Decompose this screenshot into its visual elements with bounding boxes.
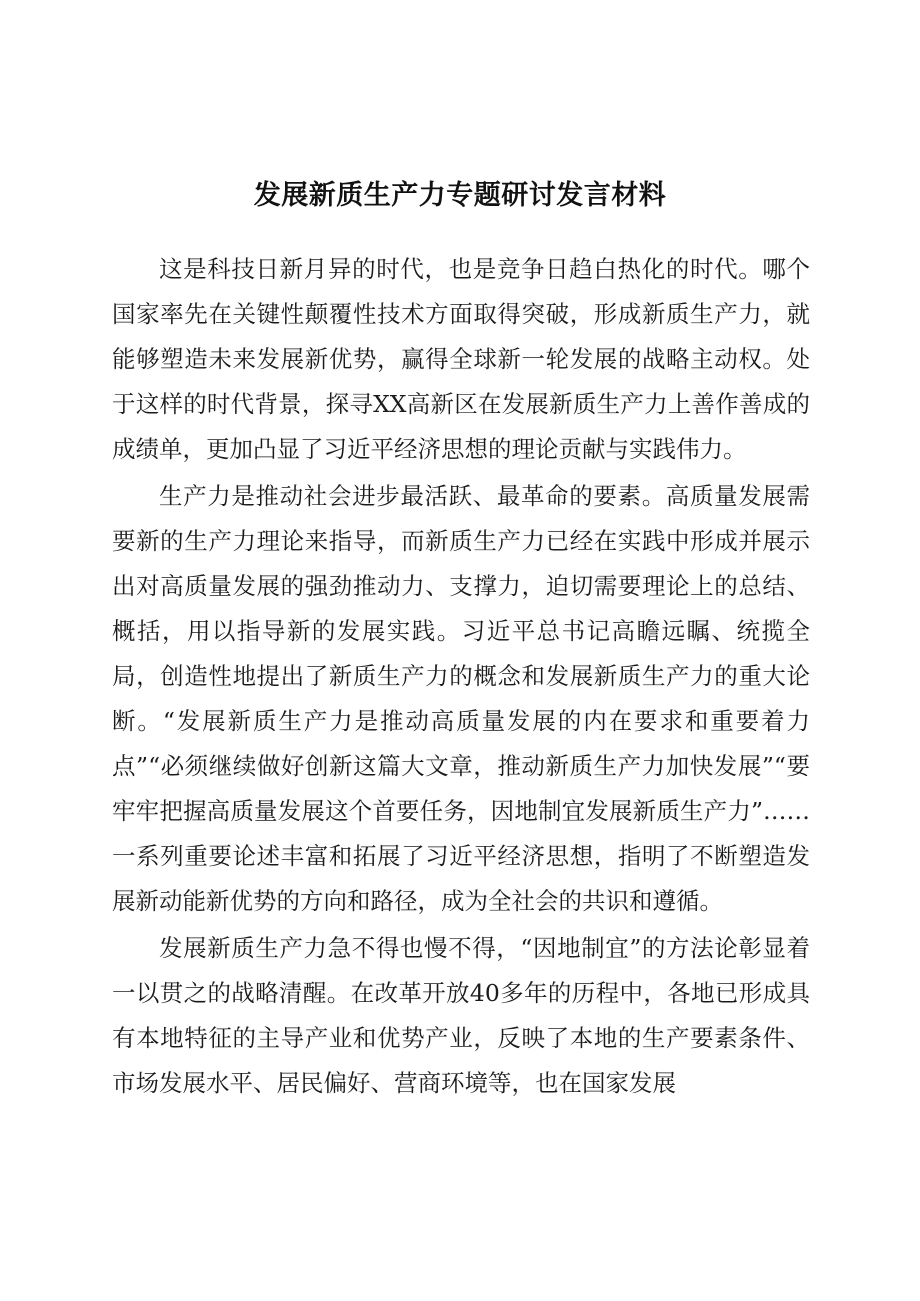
document-body	[112, 247, 810, 1108]
paragraph-3: 发展新质生产力急不得也慢不得，“因地制宜”的方法论彰显着一以贯之的战略清醒。在改革开放40多年的历程中，各地已形成具有本地特征的主导产业和优势产业，反映了本地的生产要素条件、市场发展水平、居民偏好、营商环境等，也在国家发展	[112, 934, 810, 1097]
document-title: 发展新质生产力专题研讨发言材料	[253, 180, 667, 211]
paragraph-1: 这是科技日新月异的时代，也是竞争日趋白热化的时代。哪个国家率先在关键性颠覆性技术方面取得突破，形成新质生产力，就能够塑造未来发展新优势，赢得全球新一轮发展的战略主动权。处于这样的时代背景，探寻XX高新区在发展新质生产力上善作善成的成绩单，更加凸显了习近平经济思想的理论贡献与实践伟力。	[112, 255, 810, 463]
paragraph-2: 生产力是推动社会进步最活跃、最革命的要素。高质量发展需要新的生产力理论来指导，而新质生产力已经在实践中形成并展示出对高质量发展的强劲推动力、支撑力，迫切需要理论上的总结、概括，用以指导新的发展实践。习近平总书记高瞻远瞩、统揽全局，创造性地提出了新质生产力的概念和发展新质生产力的重大论断。“发展新质生产力是推动高质量发展的内在要求和重要着力点”“必须继续做好创新这篇大文章，推动新质生产力加快发展”“要牢牢把握高质量发展这个首要任务，因地制宜发展新质生产力”……一系列重要论述丰富和拓展了习近平经济思想，指明了不断塑造发展新动能新优势的方向和路径，成为全社会的共识和遵循。	[112, 482, 810, 915]
